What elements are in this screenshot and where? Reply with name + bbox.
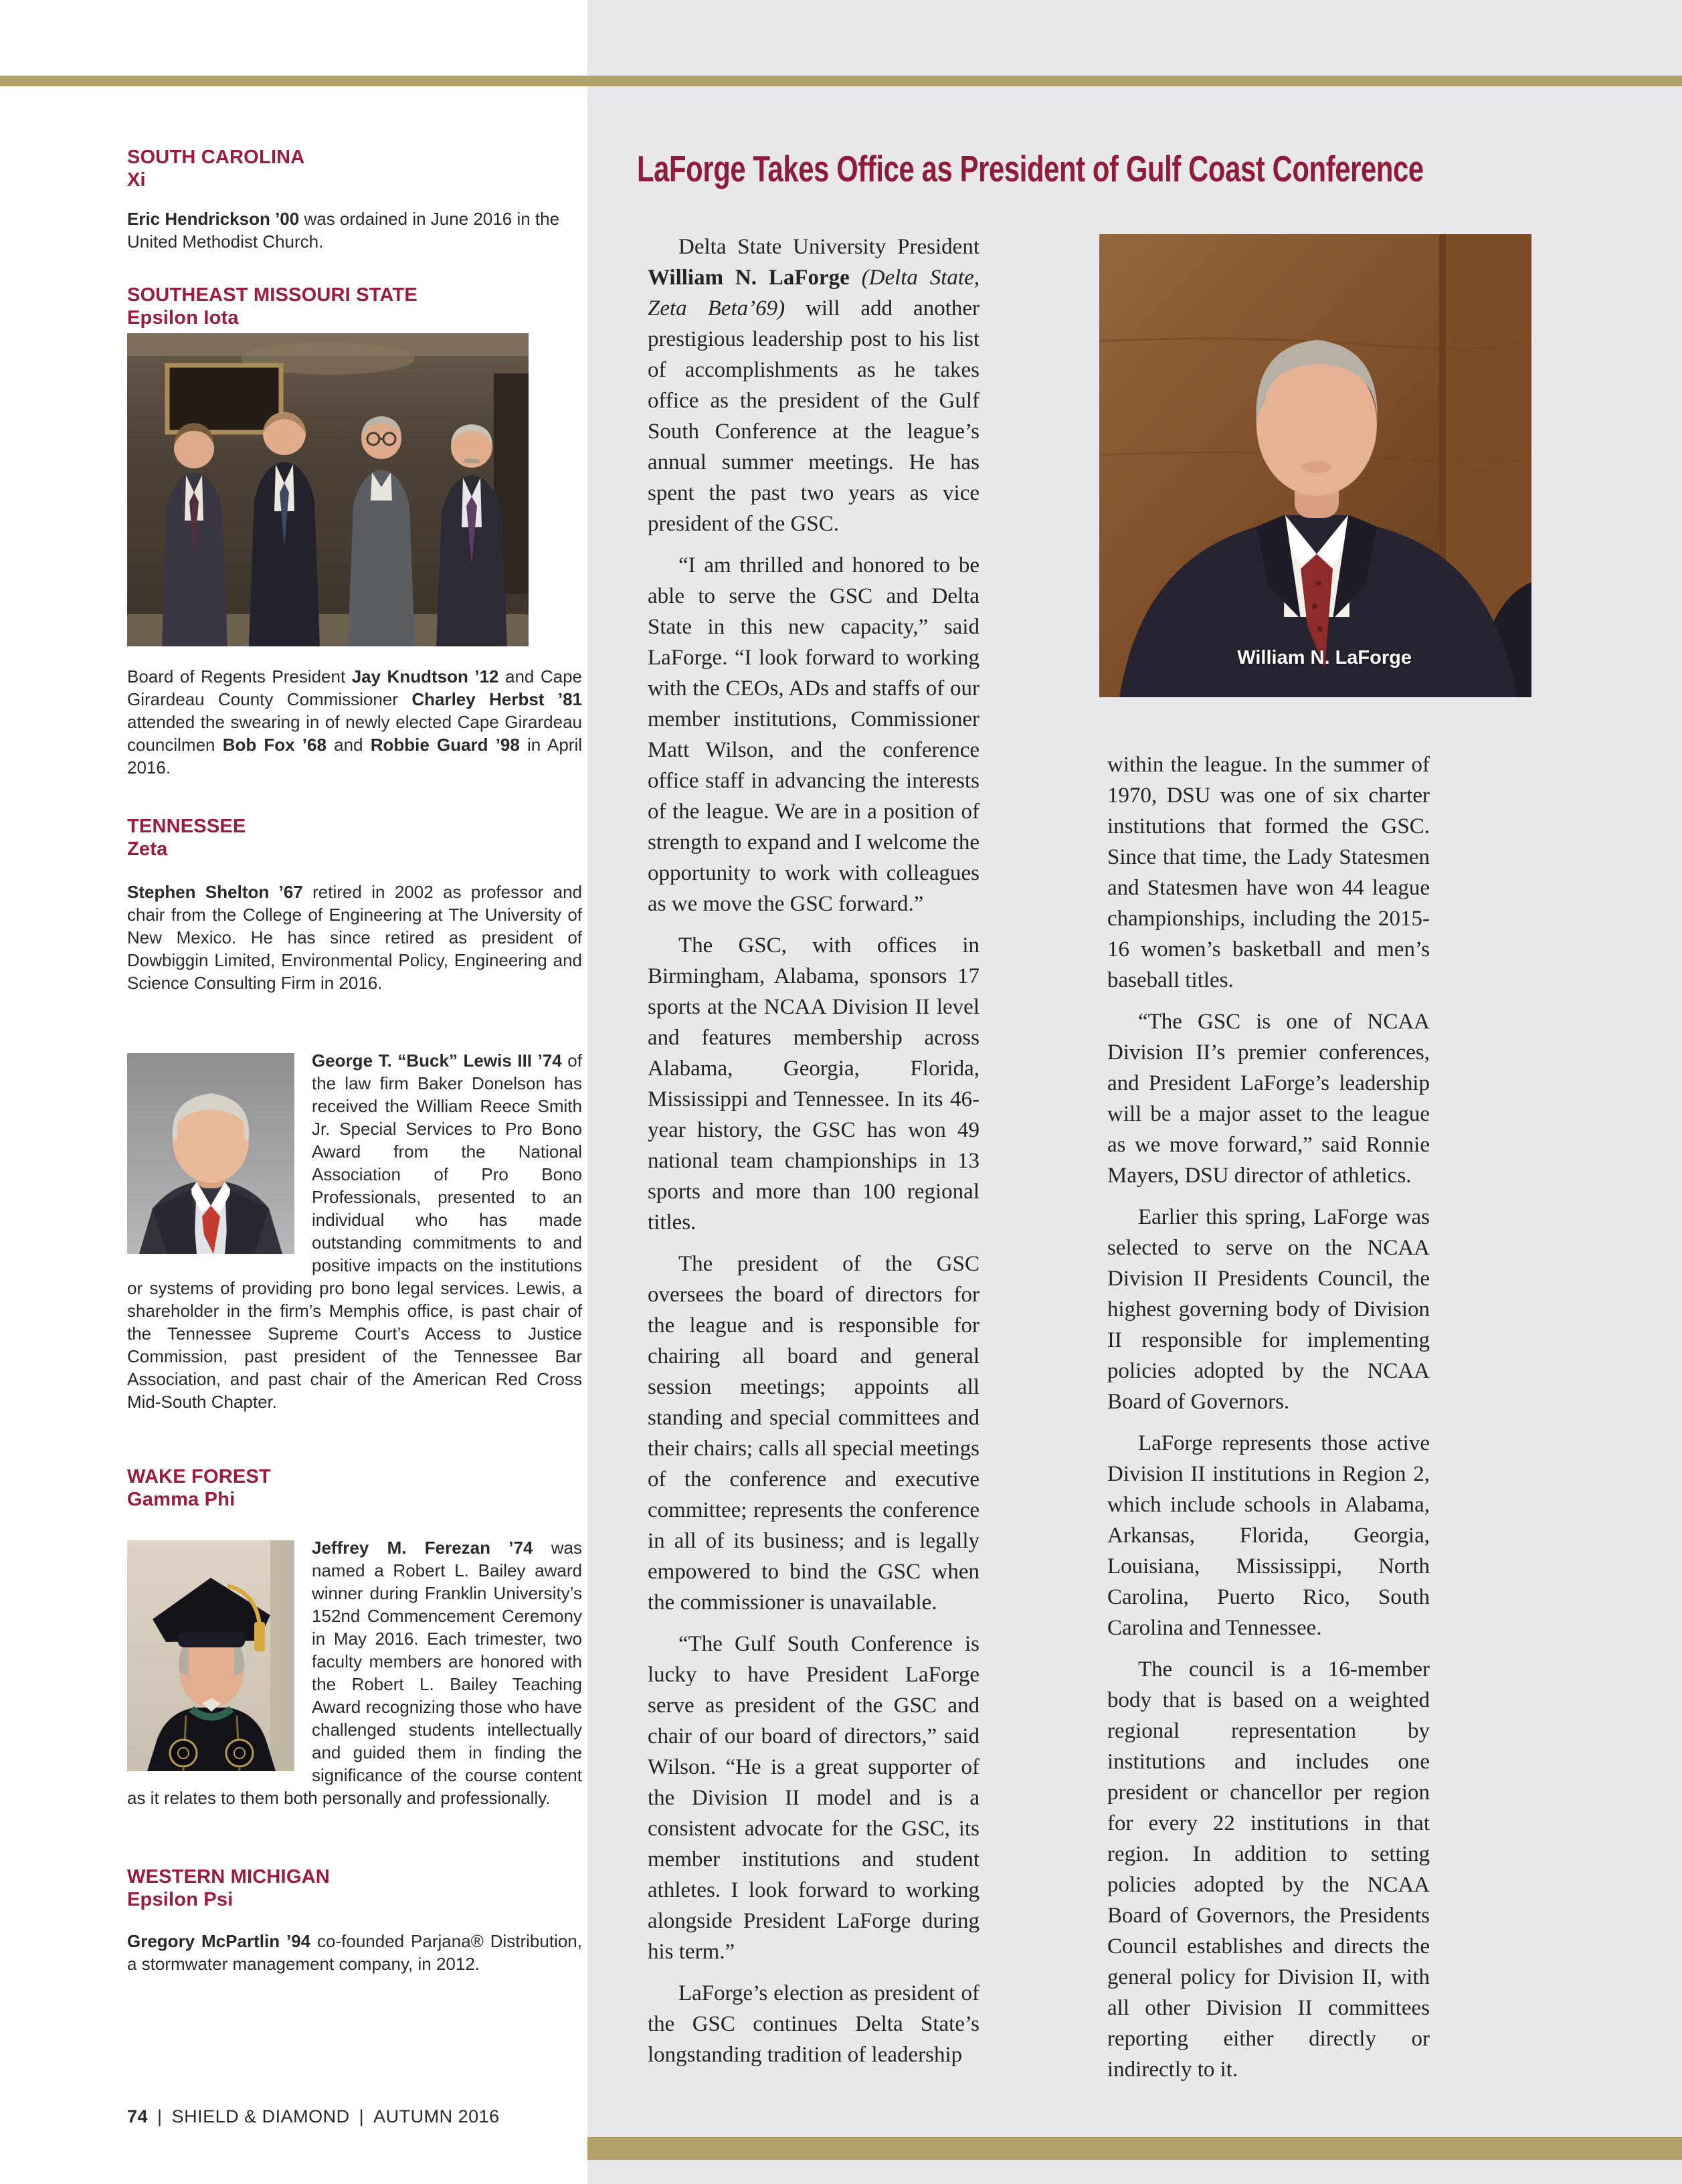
footer-separator: | — [359, 2106, 365, 2126]
chapter-name: Xi — [127, 169, 146, 191]
article-paragraph — [648, 930, 979, 1238]
article-paragraph — [648, 1629, 979, 1967]
chapter-state: TENNESSEE — [127, 816, 246, 837]
text-run: Charley Herbst ’81 — [411, 689, 582, 709]
chapter-state: WESTERN MICHIGAN — [127, 1866, 330, 1888]
chapter-heading-wake-forest — [127, 1465, 582, 1511]
chapter-state: SOUTHEAST MISSOURI STATE — [127, 284, 417, 306]
chapter-name: Gamma Phi — [127, 1489, 236, 1510]
ferezan-portrait-illustration — [127, 1540, 294, 1771]
chapter-heading-south-carolina — [127, 146, 582, 191]
text-run: was ordained in June 2016 in the United Methodist Church. — [127, 209, 560, 252]
text-run: The council is a 16-member body that is based on a weighted regional representation by institutions and includes one president or chancellor per region for every 22 institutions in that region. In addition to setting policies adopted by the NCAA Board of Governors, the Presidents Council establishes and directs the general policy for Division II, with all other Division II committees reporting either directly or indirectly to it. — [1107, 1657, 1430, 2082]
chapter-state: WAKE FOREST — [127, 1466, 271, 1487]
text-run: Eric Hendrickson ’00 — [127, 209, 300, 229]
laforge-photo-caption: William N. LaForge — [1237, 647, 1412, 668]
laforge-photo — [1099, 234, 1531, 697]
article-paragraph — [1107, 1006, 1430, 1191]
headshot-photo-ferezan — [127, 1540, 294, 1771]
news-paragraph-mcpartlin — [127, 1930, 582, 1975]
text-run: will add another prestigious leadership post to his list of accomplishments as he takes office as the president of the Gulf South Conference at the league’s annual summer meetings. He has spent the past two years as vice president of the GSC. — [648, 296, 979, 536]
text-run: retired in 2002 as professor and chair from the College of Engineering at The University of New Mexico. He has since retired as president of Dowbiggin Limited, Environmental Policy, Engineering and Science Consulting Firm in 2016. — [127, 882, 582, 993]
article-paragraph — [648, 232, 979, 539]
article-title: LaForge Takes Office as President of Gulf Coast Conference — [637, 148, 1424, 189]
text-run: Board of Regents President — [127, 666, 352, 687]
text-run: “The Gulf South Conference is lucky to have President LaForge serve as president of the GSC and chair of our board of directors,” said Wilson. “He is a great supporter of the Division II model and is a consistent advocate for the GSC, its member institutions and student athletes. I look forward to working alongside President LaForge during his term.” — [648, 1632, 979, 1964]
text-run: (Delta State, Zeta Beta’69) — [648, 266, 979, 321]
text-run: within the league. In the summer of 1970, DSU was one of six charter institutions that formed the GSC. Since that time, the Lady Statesmen and Statesmen have won 44 league championships, including the 2015-16 women’s basketball and men’s baseball titles. — [1107, 753, 1430, 992]
group-photo-illustration — [127, 333, 529, 646]
text-run: Stephen Shelton ’67 — [127, 882, 303, 902]
article-paragraph — [1107, 1428, 1430, 1643]
top-accent-bar — [0, 76, 1682, 86]
laforge-portrait-illustration — [1099, 234, 1531, 697]
chapter-heading-western-michigan — [127, 1865, 582, 1911]
page-number: 74 — [127, 2106, 149, 2126]
article-paragraph — [648, 1249, 979, 1618]
text-run: Robbie Guard ’98 — [370, 735, 520, 755]
news-paragraph-hendrickson — [127, 207, 582, 253]
text-run: attended the swearing in of newly elected Cape Girardeau councilmen — [127, 712, 582, 755]
photo-caption-swearing-in — [127, 665, 582, 779]
text-run: co-founded Parjana® Distribution, a stormwater management company, in 2012. — [127, 1931, 582, 1974]
text-run: Delta State University President — [678, 235, 979, 259]
text-run: Earlier this spring, LaForge was selected to serve on the NCAA Division II Presidents Council, the highest governing body of Division II responsible for implementing policies adopted by the NCAA Board of Governors. — [1107, 1205, 1430, 1414]
headshot-photo-lewis — [127, 1053, 294, 1254]
chapter-state: SOUTH CAROLINA — [127, 147, 305, 168]
text-run: Jeffrey M. Ferezan ’74 — [312, 1538, 533, 1558]
article-paragraph — [1107, 1202, 1430, 1417]
page-footer — [127, 2106, 500, 2127]
text-run: The president of the GSC oversees the board of directors for the league and is responsible for chairing all board and general session meetings; appoints all standing and special committees and their chairs; calls all special meetings of the conference and executive committee; represents the conference in all of its business; and is legally empowered to bind the GSC when the commissioner is unavailable. — [648, 1252, 979, 1615]
text-run: of the law firm Baker Donelson has received the William Reece Smith Jr. Special Services to Pro Bono Award from the National Association of Pro Bono Professionals, presented to an individual who has made outstanding commitments to and positive impacts on the institutions or systems of providing pro bono legal services. Lewis, a shareholder in the firm’s Memphis office, is past chair of the Tennessee Supreme Court’s Access to Justice Commission, past president of the Tennessee Bar Association, and past chair of the American Red Cross Mid-South Chapter. — [127, 1051, 582, 1412]
chapter-name: Epsilon Psi — [127, 1889, 233, 1910]
article-paragraph — [648, 550, 979, 919]
text-run: and — [326, 735, 371, 755]
bottom-accent-bar — [587, 2137, 1682, 2160]
text-run: in April 2016. — [127, 735, 583, 778]
text-run: “The GSC is one of NCAA Division II’s premier conferences, and President LaForge’s leadership will be a major asset to the league as we move forward,” said Ronnie Mayers, DSU director of athletics. — [1107, 1010, 1430, 1188]
text-run: “I am thrilled and honored to be able to serve the GSC and Delta State in this new capacity,” said LaForge. “I look forward to working with the CEOs, ADs and staffs of our member institutions, Commissioner Matt Wilson, and the conference office staff in advancing the interests of the league. We are in a position of strength to expand and I welcome the opportunity to work with colleagues as we move the GSC forward.” — [648, 553, 979, 916]
issue-name: AUTUMN 2016 — [373, 2106, 500, 2126]
article-column-1 — [648, 232, 979, 2081]
text-run: William N. LaForge — [648, 266, 850, 290]
group-photo-swearing-in — [127, 333, 529, 646]
magazine-name: SHIELD & DIAMOND — [171, 2106, 350, 2126]
footer-separator: | — [157, 2106, 163, 2126]
chapter-heading-southeast-missouri — [127, 284, 582, 329]
lewis-portrait-illustration — [127, 1053, 294, 1254]
chapter-heading-tennessee — [127, 815, 582, 860]
text-run: George T. “Buck” Lewis III ’74 — [312, 1051, 562, 1071]
chapter-name: Zeta — [127, 838, 168, 860]
text-run — [850, 266, 862, 290]
article-column-2 — [1107, 749, 1430, 2096]
article-paragraph — [1107, 1654, 1430, 2085]
text-run: Bob Fox ’68 — [222, 735, 326, 755]
chapter-name: Epsilon Iota — [127, 307, 239, 329]
news-item-lewis — [127, 1049, 582, 1413]
article-paragraph — [648, 1978, 979, 2070]
text-run: and Cape Girardeau County Commissioner — [127, 666, 583, 709]
news-paragraph-shelton — [127, 881, 582, 994]
text-run: was named a Robert L. Bailey award winner during Franklin University’s 152nd Commencement Ceremony in May 2016. Each trimester, two faculty members are honored with the Robert L. Bailey Teaching Award recognizing those who have challenged students intellectually and guided them in finding the significance of the course content as it relates to them both personally and professionally. — [127, 1538, 583, 1808]
text-run: LaForge’s election as president of the GSC continues Delta State’s longstanding tradition of leadership — [648, 1981, 979, 2067]
text-run: Jay Knudtson ’12 — [351, 666, 499, 687]
text-run: Gregory McPartlin ’94 — [127, 1931, 311, 1951]
article-paragraph — [1107, 749, 1430, 996]
text-run: LaForge represents those active Division II institutions in Region 2, which include schools in Alabama, Arkansas, Florida, Georgia, Louisiana, Mississippi, North Carolina, Puerto Rico, South Carolina and Tennessee. — [1107, 1431, 1430, 1640]
text-run: The GSC, with offices in Birmingham, Alabama, sponsors 17 sports at the NCAA Division II level and features membership across Alabama, Georgia, Florida, Mississippi and Tennessee. In its 46-year history, the GSC has won 49 national team championships in 13 sports and more than 100 regional titles. — [648, 933, 979, 1235]
news-item-ferezan — [127, 1536, 582, 1809]
